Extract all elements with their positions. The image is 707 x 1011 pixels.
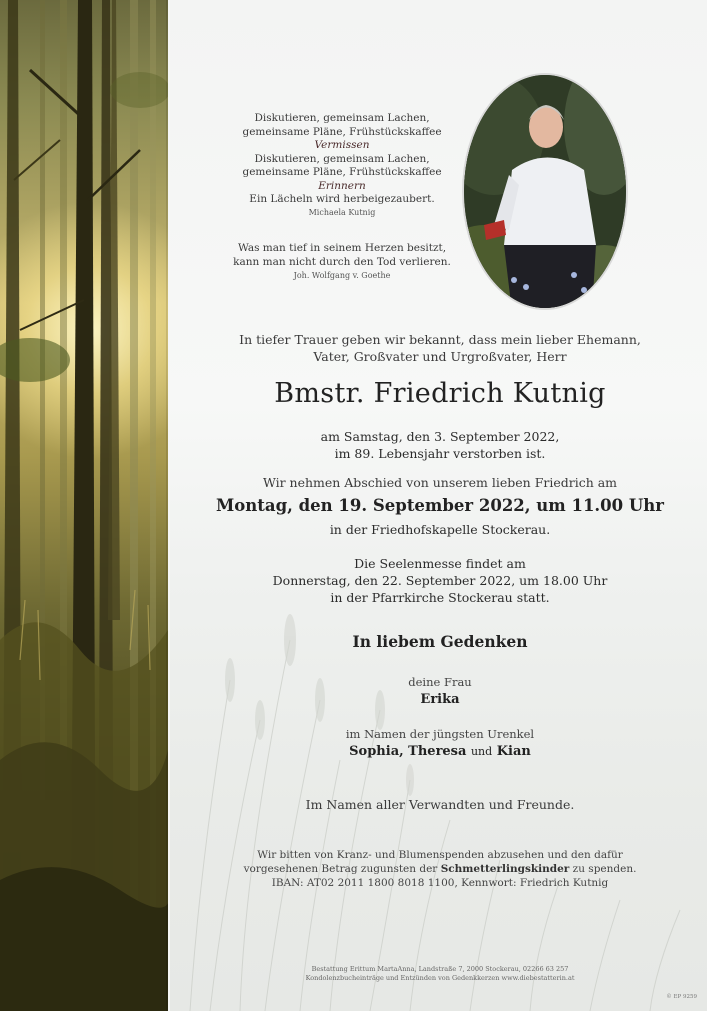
footer-line: Bestattung Erittum MartaAnna, Landstraße 7, 2000 Stockerau, 02266 63 257 xyxy=(311,965,569,973)
donation-request xyxy=(190,848,690,890)
iban-line: IBAN: AT02 2011 1800 8018 1100, Kennwort: Friedrich Kutnig xyxy=(271,877,609,889)
forest-image xyxy=(0,0,168,1011)
death-age: im 89. Lebensjahr verstorben ist. xyxy=(334,446,546,461)
wife-label: deine Frau xyxy=(408,675,472,689)
requiem-info xyxy=(190,555,690,606)
donation-line xyxy=(190,862,690,876)
announcement xyxy=(190,331,690,365)
names-last: Kian xyxy=(496,744,531,759)
memorial-heading: In liebem Gedenken xyxy=(352,632,528,651)
portrait-figure xyxy=(464,75,628,310)
poem-line: gemeinsame Pläne, Frühstückskaffee xyxy=(242,125,442,138)
announcement-line: In tiefer Trauer geben wir bekannt, dass mein lieber Ehemann, xyxy=(239,332,641,347)
death-info xyxy=(190,428,690,462)
death-date: am Samstag, den 3. September 2022, xyxy=(320,429,560,444)
quote-line: kann man nicht durch den Tod verlieren. xyxy=(233,255,451,268)
requiem-line: Donnerstag, den 22. September 2022, um 18.00 Uhr xyxy=(272,573,608,588)
quote-line: Was man tief in seinem Herzen besitzt, xyxy=(237,242,447,254)
announcement-line: Vater, Großvater und Urgroßvater, Herr xyxy=(313,349,567,364)
donation-text: zu spenden. xyxy=(572,863,637,875)
poem-line: gemeinsame Pläne, Frühstückskaffee xyxy=(242,166,442,178)
wife-name: Erika xyxy=(420,692,460,707)
poem-emphasis: Erinnern xyxy=(318,179,366,192)
requiem-line: Die Seelenmesse findet am xyxy=(354,556,526,571)
donation-text: vorgesehenen Betrag zugunsten der xyxy=(243,863,438,875)
strip-edge xyxy=(166,0,168,1011)
footer-line: Kondolenzbucheinträge und Entzünden von Gedenkkerzen www.diebestatterin.at xyxy=(305,974,575,982)
tree-silhouettes xyxy=(0,0,168,1011)
poem-line: Diskutieren, gemeinsam Lachen, xyxy=(254,112,430,124)
requiem-line: in der Pfarrkirche Stockerau statt. xyxy=(330,590,550,605)
donation-line: Wir bitten von Kranz- und Blumenspenden abzusehen und den dafür xyxy=(257,849,623,861)
great-grandchildren-label: im Namen der jüngsten Urenkel xyxy=(345,727,535,741)
charity-name: Schmetterlingskinder xyxy=(440,863,570,875)
portrait-photo xyxy=(462,73,628,310)
poem-line: Ein Lächeln wird herbeigezaubert. xyxy=(249,193,435,205)
names-und: und xyxy=(470,745,493,758)
poem xyxy=(222,112,462,219)
poem-line: Diskutieren, gemeinsam Lachen, xyxy=(254,152,430,165)
relatives-line: Im Namen aller Verwandten und Freunde. xyxy=(305,797,575,812)
print-code: © EP 9259 xyxy=(666,994,697,1000)
poem-author: Michaela Kutnig xyxy=(308,207,376,217)
goethe-quote xyxy=(222,242,462,283)
farewell-text: Wir nehmen Abschied von unserem lieben Friedrich am xyxy=(262,475,618,490)
funeral-location: in der Friedhofskapelle Stockerau. xyxy=(329,522,551,537)
grass-background xyxy=(170,560,707,1011)
great-grandchildren-names xyxy=(190,744,690,759)
funeral-date: Montag, den 19. September 2022, um 11.00 Uhr xyxy=(216,496,664,515)
quote-author: Joh. Wolfgang v. Goethe xyxy=(293,271,391,280)
funeral-home-footer xyxy=(190,965,690,983)
names-first: Sophia, Theresa xyxy=(349,744,467,759)
poem-emphasis: Vermissen xyxy=(314,139,370,151)
deceased-name: Bmstr. Friedrich Kutnig xyxy=(274,378,606,409)
